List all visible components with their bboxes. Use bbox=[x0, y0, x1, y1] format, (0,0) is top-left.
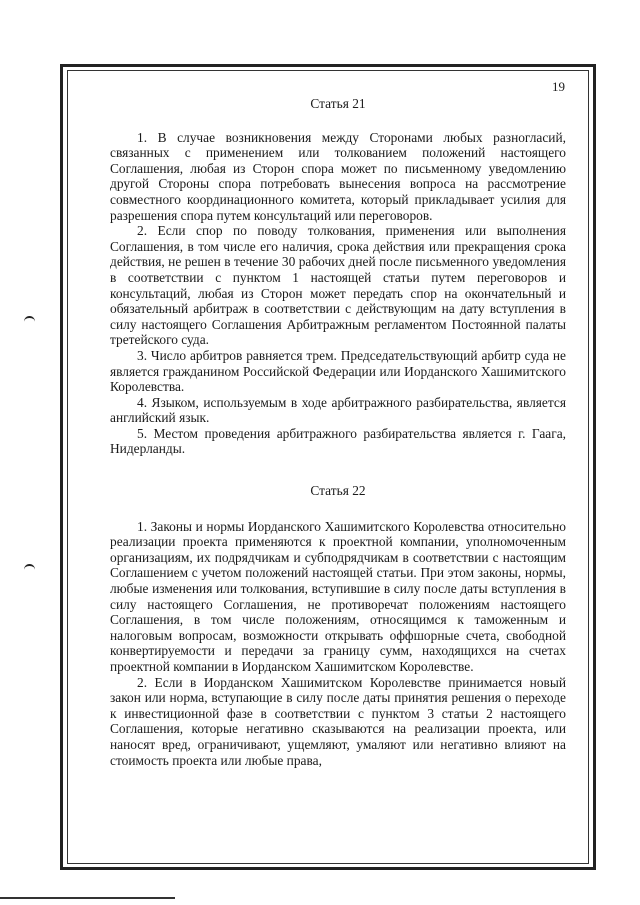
article-21-paragraph: 3. Число арбитров равняется трем. Председательствующий арбитр суда не является гражданином Российской Федерации или Иорданского Хашимитского Королевства. bbox=[110, 347, 566, 395]
article-22-paragraph: 1. Законы и нормы Иорданского Хашимитского Королевства относительно реализации проекта применяются к проектной компании, уполномоченным организациям, их подрядчикам и субподрядчикам в соответствии с настоящим Соглашением с учетом положений настоящей статьи. При этом законы, нормы, любые изменения или толкования, вступившие в силу после даты вступления в силу настоящего Соглашения, не противоречат положениям настоящего Соглашения, в том числе положениям, относящимся к таможенным и налоговым вопросам, возможности открывать оффшорные счета, свободной конвертируемости и передачи за границу сумм, находящихся на счетах проектной компании в Иорданском Хашимитском Королевстве. bbox=[110, 518, 566, 674]
binding-hole-mark bbox=[24, 316, 35, 323]
article-21-paragraph: 1. В случае возникновения между Сторонами любых разногласий, связанных с применением или толкованием положений настоящего Соглашения, любая из Сторон спора может по письменному уведомлению другой Стороны спора потребовать вынесения вопроса на рассмотрение совместного координационного комитета, который прикладывает усилия для разрешения спора путем консультаций или переговоров. bbox=[110, 129, 566, 223]
article-22-title: Статья 22 bbox=[310, 483, 366, 499]
article-21-paragraph: 2. Если спор по поводу толкования, применения или выполнения Соглашения, в том числе его наличия, срока действия или прекращения срока действия, не решен в течение 30 рабочих дней после письменного уведомления в соответствии с пунктом 1 настоящей статьи путем переговоров и консультаций, любая из Сторон может передать спор на окончательный и обязательный арбитраж в соответствии с действующим на дату вступления в силу настоящего Соглашения Арбитражным регламентом Постоянной палаты третейского суда. bbox=[110, 223, 566, 348]
article-22-paragraph: 2. Если в Иорданском Хашимитском Королевстве принимается новый закон или норма, вступающие в силу после даты принятия решения о переходе к инвестиционной фазе в соответствии с пунктом 3 статьи 2 настоящего Соглашения, которые негативно сказываются на реализации проекта, или наносят вред, ограничивают, ущемляют, умаляют или негативно влияют на стоимость проекта или любые права, bbox=[110, 674, 566, 768]
scan-edge-line bbox=[0, 897, 175, 899]
article-21-paragraph: 4. Языком, используемым в ходе арбитражного разбирательства, является английский язык. bbox=[110, 394, 566, 426]
binding-hole-mark bbox=[24, 564, 35, 571]
document-body bbox=[110, 96, 566, 768]
article-21-paragraph: 5. Местом проведения арбитражного разбирательства является г. Гаага, Нидерланды. bbox=[110, 425, 566, 457]
page-number: 19 bbox=[552, 79, 565, 94]
article-21-title: Статья 21 bbox=[310, 96, 366, 111]
